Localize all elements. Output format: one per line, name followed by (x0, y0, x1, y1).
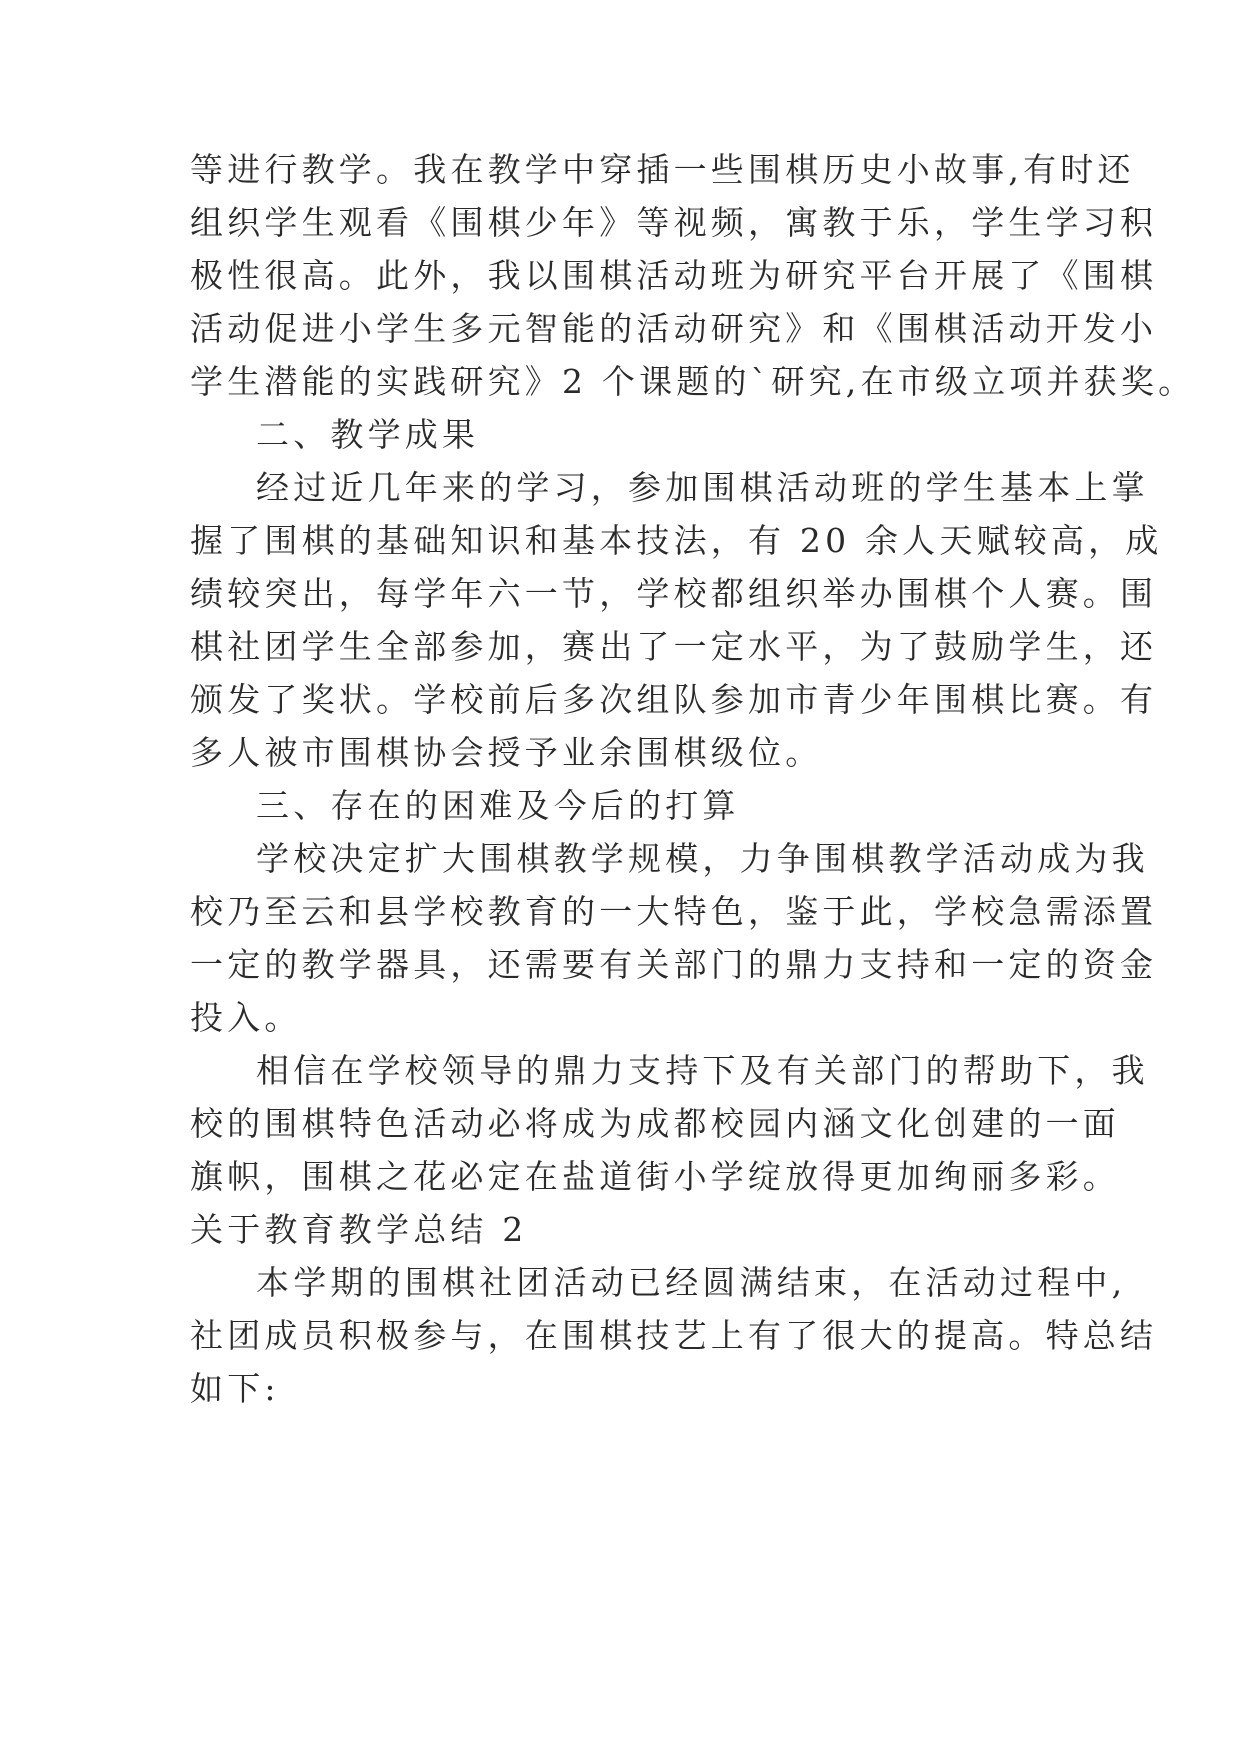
document-title: 关于教育教学总结 2 (190, 1210, 528, 1249)
section-heading-2: 二、教学成果 (256, 415, 480, 454)
paragraph-first-line: 相信在学校领导的鼎力支持下及有关部门的帮助下，我 (256, 1051, 1149, 1090)
section-heading-3: 三、存在的困难及今后的打算 (256, 786, 740, 825)
text-line: 如下: (190, 1369, 280, 1408)
text-line: 社团成员积极参与，在围棋技艺上有了很大的提高。特总结 (190, 1316, 1158, 1355)
text-line: 等进行教学。我在教学中穿插一些围棋历史小故事,有时还 (190, 150, 1135, 189)
text-line: 绩较突出，每学年六一节，学校都组织举办围棋个人赛。围 (190, 574, 1158, 613)
text-line: 握了围棋的基础知识和基本技法，有 20 余人天赋较高，成 (190, 521, 1163, 560)
text-line: 活动促进小学生多元智能的活动研究》和《围棋活动开发小 (190, 309, 1158, 348)
text-line: 颁发了奖状。学校前后多次组队参加市青少年围棋比赛。有 (190, 680, 1158, 719)
text-line: 极性很高。此外，我以围棋活动班为研究平台开展了《围棋 (190, 256, 1158, 295)
text-line: 多人被市围棋协会授予业余围棋级位。 (190, 733, 823, 772)
text-line: 投入。 (190, 998, 302, 1037)
paragraph-first-line: 学校决定扩大围棋教学规模，力争围棋教学活动成为我 (256, 839, 1149, 878)
paragraph-first-line: 本学期的围棋社团活动已经圆满结束，在活动过程中, (256, 1263, 1127, 1302)
text-line: 旗帜，围棋之花必定在盐道街小学绽放得更加绚丽多彩。 (190, 1157, 1120, 1196)
text-line: 棋社团学生全部参加，赛出了一定水平，为了鼓励学生，还 (190, 627, 1158, 666)
paragraph-first-line: 经过近几年来的学习，参加围棋活动班的学生基本上掌 (256, 468, 1149, 507)
text-line: 一定的教学器具，还需要有关部门的鼎力支持和一定的资金 (190, 945, 1158, 984)
text-line: 校乃至云和县学校教育的一大特色，鉴于此，学校急需添置 (190, 892, 1158, 931)
text-line: 学生潜能的实践研究》2 个课题的`研究,在市级立项并获奖。 (190, 362, 1196, 401)
text-line: 组织学生观看《围棋少年》等视频，寓教于乐，学生学习积 (190, 203, 1158, 242)
text-line: 校的围棋特色活动必将成为成都校园内涵文化创建的一面 (190, 1104, 1120, 1143)
